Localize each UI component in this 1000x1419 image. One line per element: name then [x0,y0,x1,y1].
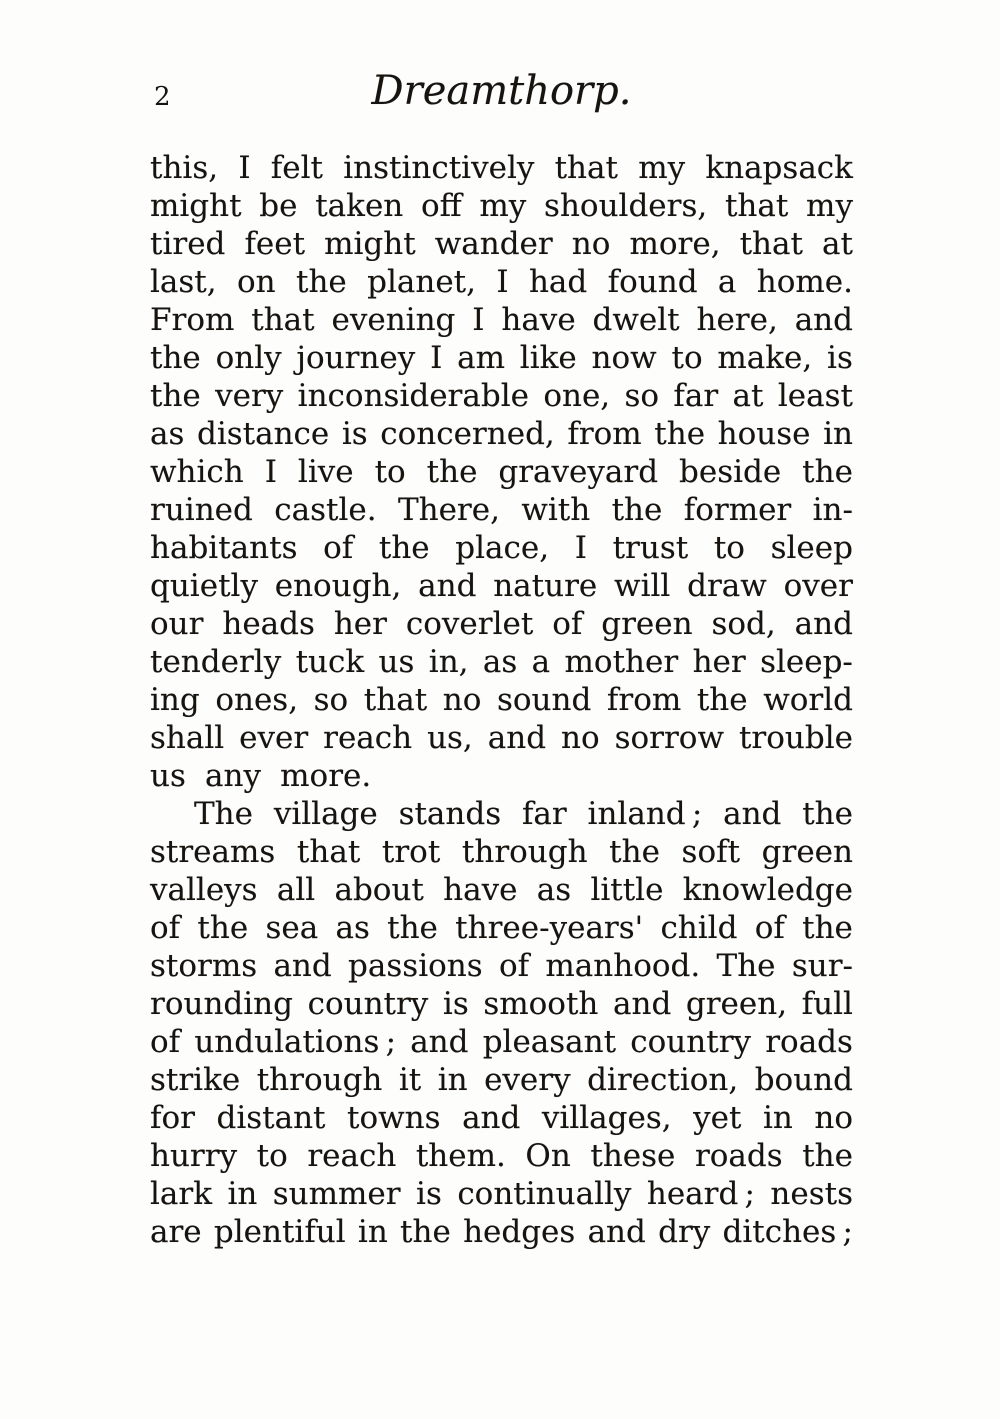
text-line: of the sea as the three-years' child of the [150,910,853,946]
text-line: valleys all about have as little knowledge [150,872,853,908]
text-line: rounding country is smooth and green, full [150,986,853,1022]
page-header [150,68,853,120]
text-line: tired feet might wander no more, that at [150,226,853,262]
text-line: are plentiful in the hedges and dry ditches ; [150,1214,853,1250]
text-line: as distance is concerned, from the house in [150,416,853,452]
text-line: which I live to the graveyard beside the [150,454,853,490]
text-line: ing ones, so that no sound from the world [150,682,853,718]
text-line: From that evening I have dwelt here, and [150,302,853,338]
text-line: the only journey I am like now to make, is [150,340,853,376]
page-number: 2 [154,82,172,112]
text-line: tenderly tuck us in, as a mother her sleep- [150,644,853,680]
text-line: quietly enough, and nature will draw over [150,568,853,604]
text-line: last, on the planet, I had found a home. [150,264,853,300]
text-line: ruined castle. There, with the former in- [150,492,853,528]
text-line: shall ever reach us, and no sorrow trouble [150,720,853,756]
text-line: this, I felt instinctively that my knapsack [150,150,853,186]
text-line: for distant towns and villages, yet in no [150,1100,853,1136]
text-line: the very inconsiderable one, so far at least [150,378,853,414]
text-line: of undulations ; and pleasant country roads [150,1024,853,1060]
text-line: our heads her coverlet of green sod, and [150,606,853,642]
page-body [150,149,853,1251]
text-line: us any more. [150,758,372,794]
text-line: might be taken off my shoulders, that my [150,188,853,224]
text-line: strike through it in every direction, bound [150,1062,853,1098]
text-line: habitants of the place, I trust to sleep [150,530,853,566]
text-line: lark in summer is continually heard ; nests [150,1176,853,1212]
text-line: hurry to reach them. On these roads the [150,1138,853,1174]
running-title: Dreamthorp. [371,68,632,114]
text-line: storms and passions of manhood. The sur- [150,948,853,984]
text-line: The village stands far inland ; and the [194,796,853,832]
text-line: streams that trot through the soft green [150,834,853,870]
